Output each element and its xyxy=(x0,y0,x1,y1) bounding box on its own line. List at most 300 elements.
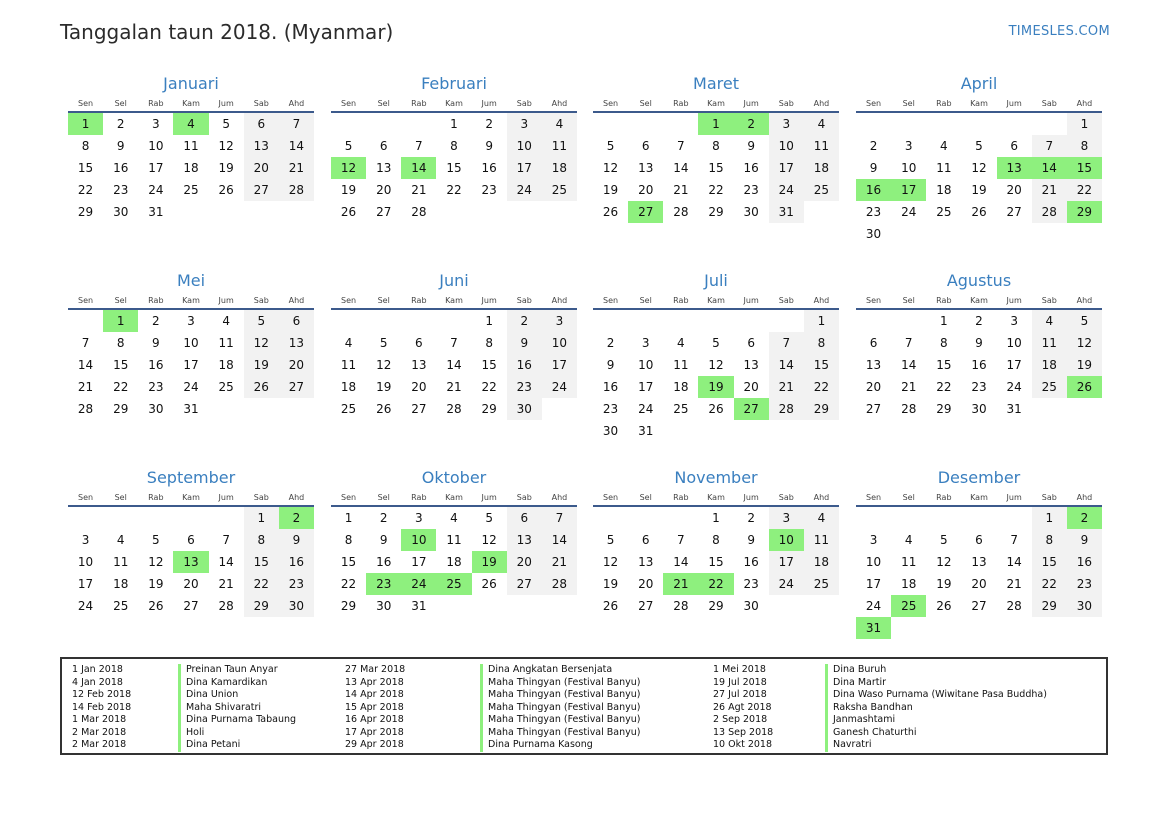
day-cell[interactable]: 28 xyxy=(673,205,689,219)
day-cell[interactable]: 18 xyxy=(340,380,357,394)
day-cell[interactable]: 25 xyxy=(1032,376,1067,398)
day-cell[interactable]: 22 xyxy=(936,380,952,394)
day-cell[interactable]: 22 xyxy=(1067,179,1102,201)
day-cell[interactable]: 5 xyxy=(712,336,720,350)
day-cell[interactable]: 17 xyxy=(411,555,427,569)
day-cell[interactable]: 8 xyxy=(485,336,493,350)
day-cell[interactable]: 2 xyxy=(116,117,125,131)
day-cell[interactable]: 22 xyxy=(1032,573,1067,595)
day-cell[interactable]: 12 xyxy=(1067,332,1102,354)
day-cell[interactable]: 16 xyxy=(743,555,759,569)
day-cell[interactable]: 2 xyxy=(379,511,388,525)
day-cell[interactable]: 6 xyxy=(187,533,195,547)
day-cell[interactable]: 13 xyxy=(743,358,759,372)
day-cell[interactable]: 22 xyxy=(340,577,357,591)
day-cell[interactable]: 17 xyxy=(769,157,804,179)
day-cell[interactable]: 24 xyxy=(507,179,542,201)
day-cell[interactable]: 8 xyxy=(712,533,720,547)
day-cell[interactable]: 9 xyxy=(116,139,125,153)
day-cell[interactable]: 13 xyxy=(411,358,427,372)
day-cell[interactable]: 24 xyxy=(401,573,436,595)
day-cell[interactable]: 20 xyxy=(279,354,314,376)
day-cell[interactable]: 19 xyxy=(148,577,164,591)
day-cell[interactable]: 31 xyxy=(183,402,199,416)
day-cell[interactable]: 5 xyxy=(606,139,615,153)
day-cell[interactable]: 4 xyxy=(940,139,948,153)
day-cell[interactable]: 7 xyxy=(904,336,913,350)
day-cell[interactable]: 27 xyxy=(1006,205,1022,219)
day-cell[interactable]: 11 xyxy=(218,336,234,350)
day-cell[interactable]: 4 xyxy=(173,112,208,135)
day-cell[interactable]: 14 xyxy=(542,529,577,551)
day-cell[interactable]: 3 xyxy=(415,511,423,525)
day-cell[interactable]: 27 xyxy=(244,179,279,201)
day-cell[interactable]: 19 xyxy=(376,380,392,394)
day-cell[interactable]: 10 xyxy=(183,336,199,350)
day-cell[interactable]: 7 xyxy=(1010,533,1018,547)
day-cell[interactable]: 23 xyxy=(602,402,619,416)
day-cell[interactable]: 7 xyxy=(677,533,685,547)
day-cell[interactable]: 2 xyxy=(975,314,983,328)
day-cell[interactable]: 27 xyxy=(507,573,542,595)
day-cell[interactable]: 22 xyxy=(446,183,462,197)
day-cell[interactable]: 25 xyxy=(804,573,839,595)
day-cell[interactable]: 26 xyxy=(218,183,234,197)
day-cell[interactable]: 22 xyxy=(77,183,94,197)
day-cell[interactable]: 21 xyxy=(1006,577,1022,591)
day-cell[interactable]: 1 xyxy=(1032,506,1067,529)
day-cell[interactable]: 4 xyxy=(222,314,230,328)
day-cell[interactable]: 21 xyxy=(446,380,462,394)
day-cell[interactable]: 16 xyxy=(148,358,164,372)
day-cell[interactable]: 17 xyxy=(891,179,926,201)
day-cell[interactable]: 12 xyxy=(708,358,724,372)
day-cell[interactable]: 19 xyxy=(602,577,619,591)
day-cell[interactable]: 2 xyxy=(507,309,542,332)
day-cell[interactable]: 22 xyxy=(804,376,839,398)
day-cell[interactable]: 6 xyxy=(975,533,983,547)
day-cell[interactable]: 19 xyxy=(244,354,279,376)
day-cell[interactable]: 29 xyxy=(936,402,952,416)
day-cell[interactable]: 1 xyxy=(698,112,733,135)
day-cell[interactable]: 11 xyxy=(542,135,577,157)
day-cell[interactable]: 27 xyxy=(638,599,654,613)
day-cell[interactable]: 8 xyxy=(1067,135,1102,157)
day-cell[interactable]: 20 xyxy=(638,183,654,197)
day-cell[interactable]: 9 xyxy=(1067,529,1102,551)
day-cell[interactable]: 19 xyxy=(971,183,987,197)
day-cell[interactable]: 11 xyxy=(183,139,199,153)
day-cell[interactable]: 31 xyxy=(411,599,427,613)
day-cell[interactable]: 29 xyxy=(708,205,724,219)
day-cell[interactable]: 24 xyxy=(901,205,917,219)
day-cell[interactable]: 14 xyxy=(1032,157,1067,179)
day-cell[interactable]: 12 xyxy=(481,533,497,547)
day-cell[interactable]: 6 xyxy=(415,336,423,350)
day-cell[interactable]: 9 xyxy=(152,336,160,350)
day-cell[interactable]: 27 xyxy=(865,402,882,416)
day-cell[interactable]: 17 xyxy=(1006,358,1022,372)
day-cell[interactable]: 5 xyxy=(244,309,279,332)
day-cell[interactable]: 10 xyxy=(401,529,436,551)
day-cell[interactable]: 15 xyxy=(113,358,129,372)
day-cell[interactable]: 19 xyxy=(698,376,733,398)
day-cell[interactable]: 28 xyxy=(279,179,314,201)
day-cell[interactable]: 28 xyxy=(1006,599,1022,613)
day-cell[interactable]: 29 xyxy=(244,595,279,617)
day-cell[interactable]: 11 xyxy=(804,529,839,551)
day-cell[interactable]: 6 xyxy=(1010,139,1018,153)
day-cell[interactable]: 30 xyxy=(113,205,129,219)
day-cell[interactable]: 9 xyxy=(975,336,983,350)
day-cell[interactable]: 13 xyxy=(279,332,314,354)
day-cell[interactable]: 30 xyxy=(279,595,314,617)
day-cell[interactable]: 27 xyxy=(734,398,769,420)
day-cell[interactable]: 2 xyxy=(152,314,160,328)
day-cell[interactable]: 3 xyxy=(187,314,195,328)
day-cell[interactable]: 1 xyxy=(712,511,720,525)
day-cell[interactable]: 14 xyxy=(446,358,462,372)
brand-link[interactable]: TIMESLES.COM xyxy=(1008,24,1110,39)
day-cell[interactable]: 1 xyxy=(940,314,948,328)
day-cell[interactable]: 4 xyxy=(804,506,839,529)
day-cell[interactable]: 14 xyxy=(673,555,689,569)
day-cell[interactable]: 11 xyxy=(804,135,839,157)
day-cell[interactable]: 18 xyxy=(183,161,199,175)
day-cell[interactable]: 10 xyxy=(77,555,94,569)
day-cell[interactable]: 24 xyxy=(148,183,164,197)
day-cell[interactable]: 16 xyxy=(113,161,129,175)
day-cell[interactable]: 2 xyxy=(279,506,314,529)
day-cell[interactable]: 2 xyxy=(485,117,493,131)
day-cell[interactable]: 24 xyxy=(1006,380,1022,394)
day-cell[interactable]: 12 xyxy=(971,161,987,175)
day-cell[interactable]: 19 xyxy=(602,183,619,197)
day-cell[interactable]: 3 xyxy=(1010,314,1018,328)
day-cell[interactable]: 21 xyxy=(218,577,234,591)
day-cell[interactable]: 25 xyxy=(936,205,952,219)
day-cell[interactable]: 11 xyxy=(901,555,917,569)
day-cell[interactable]: 19 xyxy=(472,551,507,573)
day-cell[interactable]: 9 xyxy=(747,533,755,547)
day-cell[interactable]: 26 xyxy=(602,205,619,219)
day-cell[interactable]: 27 xyxy=(628,201,663,223)
day-cell[interactable]: 23 xyxy=(1067,573,1102,595)
day-cell[interactable]: 23 xyxy=(113,183,129,197)
day-cell[interactable]: 8 xyxy=(116,336,125,350)
day-cell[interactable]: 19 xyxy=(936,577,952,591)
day-cell[interactable]: 28 xyxy=(901,402,917,416)
day-cell[interactable]: 15 xyxy=(708,161,724,175)
day-cell[interactable]: 16 xyxy=(602,380,619,394)
day-cell[interactable]: 6 xyxy=(507,506,542,529)
day-cell[interactable]: 30 xyxy=(507,398,542,420)
day-cell[interactable]: 24 xyxy=(638,402,654,416)
day-cell[interactable]: 3 xyxy=(904,139,913,153)
day-cell[interactable]: 14 xyxy=(401,157,436,179)
day-cell[interactable]: 4 xyxy=(344,336,353,350)
day-cell[interactable]: 12 xyxy=(331,157,366,179)
day-cell[interactable]: 1 xyxy=(450,117,458,131)
day-cell[interactable]: 21 xyxy=(1032,179,1067,201)
day-cell[interactable]: 7 xyxy=(1032,135,1067,157)
day-cell[interactable]: 13 xyxy=(865,358,882,372)
day-cell[interactable]: 3 xyxy=(641,336,650,350)
day-cell[interactable]: 16 xyxy=(743,161,759,175)
day-cell[interactable]: 15 xyxy=(1032,551,1067,573)
day-cell[interactable]: 12 xyxy=(376,358,392,372)
day-cell[interactable]: 10 xyxy=(148,139,164,153)
day-cell[interactable]: 10 xyxy=(769,529,804,551)
day-cell[interactable]: 3 xyxy=(542,309,577,332)
day-cell[interactable]: 30 xyxy=(602,424,619,438)
day-cell[interactable]: 23 xyxy=(148,380,164,394)
day-cell[interactable]: 10 xyxy=(865,555,882,569)
day-cell[interactable]: 5 xyxy=(152,533,160,547)
day-cell[interactable]: 6 xyxy=(641,139,650,153)
day-cell[interactable]: 28 xyxy=(411,205,427,219)
day-cell[interactable]: 15 xyxy=(708,555,724,569)
day-cell[interactable]: 17 xyxy=(542,354,577,376)
day-cell[interactable]: 6 xyxy=(279,309,314,332)
day-cell[interactable]: 7 xyxy=(279,112,314,135)
day-cell[interactable]: 7 xyxy=(81,336,90,350)
day-cell[interactable]: 25 xyxy=(218,380,234,394)
day-cell[interactable]: 27 xyxy=(183,599,199,613)
day-cell[interactable]: 1 xyxy=(103,309,138,332)
day-cell[interactable]: 29 xyxy=(481,402,497,416)
day-cell[interactable]: 6 xyxy=(379,139,388,153)
day-cell[interactable]: 3 xyxy=(152,117,160,131)
day-cell[interactable]: 14 xyxy=(901,358,917,372)
day-cell[interactable]: 30 xyxy=(865,227,882,241)
day-cell[interactable]: 22 xyxy=(481,380,497,394)
day-cell[interactable]: 2 xyxy=(747,511,755,525)
day-cell[interactable]: 24 xyxy=(865,599,882,613)
day-cell[interactable]: 7 xyxy=(542,506,577,529)
day-cell[interactable]: 7 xyxy=(415,139,423,153)
day-cell[interactable]: 15 xyxy=(481,358,497,372)
day-cell[interactable]: 21 xyxy=(673,183,689,197)
day-cell[interactable]: 15 xyxy=(1067,157,1102,179)
day-cell[interactable]: 27 xyxy=(279,376,314,398)
day-cell[interactable]: 30 xyxy=(971,402,987,416)
day-cell[interactable]: 8 xyxy=(712,139,720,153)
day-cell[interactable]: 28 xyxy=(769,398,804,420)
day-cell[interactable]: 24 xyxy=(542,376,577,398)
day-cell[interactable]: 14 xyxy=(1006,555,1022,569)
day-cell[interactable]: 21 xyxy=(901,380,917,394)
day-cell[interactable]: 26 xyxy=(340,205,357,219)
day-cell[interactable]: 14 xyxy=(218,555,234,569)
day-cell[interactable]: 15 xyxy=(804,354,839,376)
day-cell[interactable]: 18 xyxy=(804,157,839,179)
day-cell[interactable]: 30 xyxy=(148,402,164,416)
day-cell[interactable]: 10 xyxy=(901,161,917,175)
day-cell[interactable]: 18 xyxy=(804,551,839,573)
day-cell[interactable]: 18 xyxy=(901,577,917,591)
day-cell[interactable]: 29 xyxy=(1067,201,1102,223)
day-cell[interactable]: 20 xyxy=(183,577,199,591)
day-cell[interactable]: 12 xyxy=(936,555,952,569)
day-cell[interactable]: 14 xyxy=(77,358,94,372)
day-cell[interactable]: 26 xyxy=(244,376,279,398)
day-cell[interactable]: 31 xyxy=(638,424,654,438)
day-cell[interactable]: 20 xyxy=(971,577,987,591)
day-cell[interactable]: 21 xyxy=(663,573,698,595)
day-cell[interactable]: 1 xyxy=(68,112,103,135)
day-cell[interactable]: 8 xyxy=(81,139,90,153)
day-cell[interactable]: 20 xyxy=(376,183,392,197)
day-cell[interactable]: 26 xyxy=(376,402,392,416)
day-cell[interactable]: 20 xyxy=(743,380,759,394)
day-cell[interactable]: 6 xyxy=(244,112,279,135)
day-cell[interactable]: 6 xyxy=(641,533,650,547)
day-cell[interactable]: 29 xyxy=(804,398,839,420)
day-cell[interactable]: 21 xyxy=(769,376,804,398)
day-cell[interactable]: 10 xyxy=(1006,336,1022,350)
day-cell[interactable]: 14 xyxy=(279,135,314,157)
day-cell[interactable]: 18 xyxy=(542,157,577,179)
day-cell[interactable]: 10 xyxy=(507,135,542,157)
day-cell[interactable]: 4 xyxy=(116,533,125,547)
day-cell[interactable]: 21 xyxy=(542,551,577,573)
day-cell[interactable]: 10 xyxy=(638,358,654,372)
day-cell[interactable]: 31 xyxy=(1006,402,1022,416)
day-cell[interactable]: 9 xyxy=(606,358,615,372)
day-cell[interactable]: 23 xyxy=(507,376,542,398)
day-cell[interactable]: 29 xyxy=(708,599,724,613)
day-cell[interactable]: 26 xyxy=(1067,376,1102,398)
day-cell[interactable]: 23 xyxy=(743,183,759,197)
day-cell[interactable]: 13 xyxy=(173,551,208,573)
day-cell[interactable]: 22 xyxy=(113,380,129,394)
day-cell[interactable]: 1 xyxy=(244,506,279,529)
day-cell[interactable]: 5 xyxy=(606,533,615,547)
day-cell[interactable]: 3 xyxy=(769,112,804,135)
day-cell[interactable]: 12 xyxy=(602,161,619,175)
day-cell[interactable]: 8 xyxy=(1032,529,1067,551)
day-cell[interactable]: 4 xyxy=(904,533,913,547)
day-cell[interactable]: 11 xyxy=(1032,332,1067,354)
day-cell[interactable]: 16 xyxy=(971,358,987,372)
day-cell[interactable]: 17 xyxy=(148,161,164,175)
day-cell[interactable]: 3 xyxy=(81,533,90,547)
day-cell[interactable]: 15 xyxy=(446,161,462,175)
day-cell[interactable]: 2 xyxy=(606,336,615,350)
day-cell[interactable]: 9 xyxy=(279,529,314,551)
day-cell[interactable]: 18 xyxy=(446,555,462,569)
day-cell[interactable]: 13 xyxy=(376,161,392,175)
day-cell[interactable]: 23 xyxy=(971,380,987,394)
day-cell[interactable]: 9 xyxy=(485,139,493,153)
day-cell[interactable]: 16 xyxy=(376,555,392,569)
day-cell[interactable]: 19 xyxy=(1067,354,1102,376)
day-cell[interactable]: 25 xyxy=(340,402,357,416)
day-cell[interactable]: 12 xyxy=(602,555,619,569)
day-cell[interactable]: 26 xyxy=(936,599,952,613)
day-cell[interactable]: 16 xyxy=(279,551,314,573)
day-cell[interactable]: 5 xyxy=(379,336,388,350)
day-cell[interactable]: 12 xyxy=(218,139,234,153)
day-cell[interactable]: 14 xyxy=(769,354,804,376)
day-cell[interactable]: 12 xyxy=(148,555,164,569)
day-cell[interactable]: 27 xyxy=(376,205,392,219)
day-cell[interactable]: 16 xyxy=(507,354,542,376)
day-cell[interactable]: 25 xyxy=(436,573,471,595)
day-cell[interactable]: 13 xyxy=(638,555,654,569)
day-cell[interactable]: 29 xyxy=(77,205,94,219)
day-cell[interactable]: 15 xyxy=(936,358,952,372)
day-cell[interactable]: 17 xyxy=(769,551,804,573)
day-cell[interactable]: 20 xyxy=(244,157,279,179)
day-cell[interactable]: 28 xyxy=(446,402,462,416)
day-cell[interactable]: 25 xyxy=(113,599,129,613)
day-cell[interactable]: 15 xyxy=(340,555,357,569)
day-cell[interactable]: 22 xyxy=(708,183,724,197)
day-cell[interactable]: 8 xyxy=(804,332,839,354)
day-cell[interactable]: 15 xyxy=(77,161,94,175)
day-cell[interactable]: 10 xyxy=(542,332,577,354)
day-cell[interactable]: 17 xyxy=(183,358,199,372)
day-cell[interactable]: 5 xyxy=(344,139,353,153)
day-cell[interactable]: 18 xyxy=(936,183,952,197)
day-cell[interactable]: 7 xyxy=(450,336,458,350)
day-cell[interactable]: 11 xyxy=(673,358,689,372)
day-cell[interactable]: 9 xyxy=(379,533,388,547)
day-cell[interactable]: 21 xyxy=(279,157,314,179)
day-cell[interactable]: 1 xyxy=(804,309,839,332)
day-cell[interactable]: 11 xyxy=(936,161,952,175)
day-cell[interactable]: 14 xyxy=(673,161,689,175)
day-cell[interactable]: 27 xyxy=(971,599,987,613)
day-cell[interactable]: 28 xyxy=(673,599,689,613)
day-cell[interactable]: 16 xyxy=(1067,551,1102,573)
day-cell[interactable]: 4 xyxy=(804,112,839,135)
day-cell[interactable]: 22 xyxy=(244,573,279,595)
day-cell[interactable]: 4 xyxy=(677,336,685,350)
day-cell[interactable]: 7 xyxy=(677,139,685,153)
day-cell[interactable]: 9 xyxy=(869,161,878,175)
day-cell[interactable]: 30 xyxy=(1067,595,1102,617)
day-cell[interactable]: 22 xyxy=(698,573,733,595)
day-cell[interactable]: 13 xyxy=(638,161,654,175)
day-cell[interactable]: 24 xyxy=(183,380,199,394)
day-cell[interactable]: 6 xyxy=(747,336,755,350)
day-cell[interactable]: 1 xyxy=(1067,112,1102,135)
day-cell[interactable]: 9 xyxy=(747,139,755,153)
day-cell[interactable]: 26 xyxy=(148,599,164,613)
day-cell[interactable]: 4 xyxy=(1032,309,1067,332)
day-cell[interactable]: 17 xyxy=(77,577,94,591)
day-cell[interactable]: 31 xyxy=(856,617,891,639)
day-cell[interactable]: 26 xyxy=(481,577,497,591)
day-cell[interactable]: 21 xyxy=(77,380,94,394)
day-cell[interactable]: 11 xyxy=(113,555,129,569)
day-cell[interactable]: 11 xyxy=(446,533,462,547)
day-cell[interactable]: 18 xyxy=(1032,354,1067,376)
day-cell[interactable]: 3 xyxy=(769,506,804,529)
day-cell[interactable]: 17 xyxy=(638,380,654,394)
day-cell[interactable]: 18 xyxy=(113,577,129,591)
day-cell[interactable]: 9 xyxy=(507,332,542,354)
day-cell[interactable]: 13 xyxy=(971,555,987,569)
day-cell[interactable]: 30 xyxy=(376,599,392,613)
day-cell[interactable]: 20 xyxy=(638,577,654,591)
day-cell[interactable]: 27 xyxy=(411,402,427,416)
day-cell[interactable]: 25 xyxy=(804,179,839,201)
day-cell[interactable]: 20 xyxy=(1006,183,1022,197)
